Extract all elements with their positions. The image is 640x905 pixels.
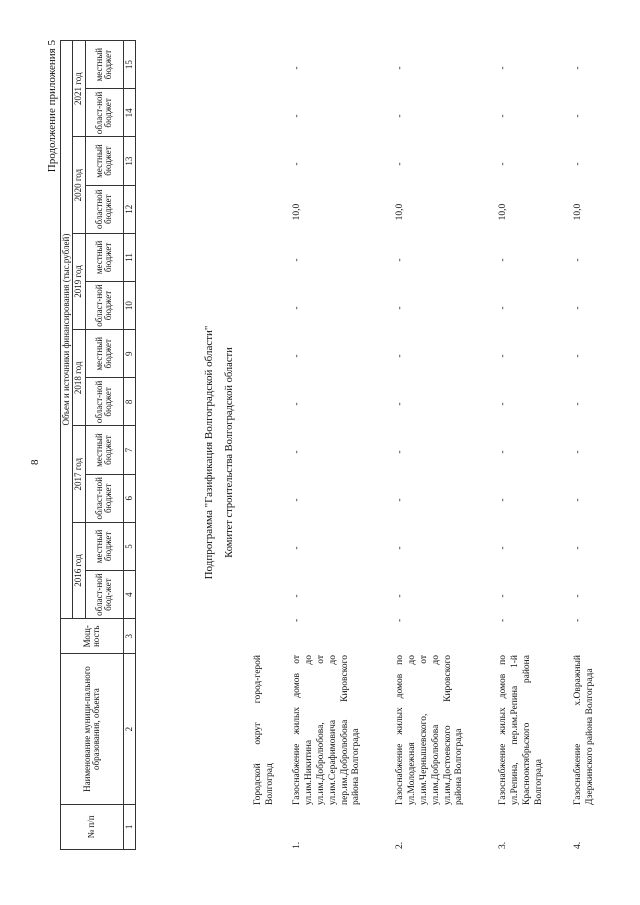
local-budget-header: местный бюджет [85,137,123,185]
value-cell: - [395,498,405,502]
value-cell: - [292,546,302,550]
capacity-cell: - [498,618,508,622]
value-cell: - [292,306,302,310]
local-budget-header: местный бюджет [85,330,123,378]
object-name: Газоснабжение жилых домов по ул.Репина, пер.им.Репина 1-й Краснооктябрьского района Волгограда [498,655,544,805]
value-cell: 10,0 [573,203,583,221]
value-cell: 10,0 [498,203,508,221]
regional-budget-header: област-ной бюд-жет [85,571,123,619]
value-cell: - [395,594,405,598]
year-header: 2017 год [73,426,85,522]
object-name: Газоснабжение х.Овражный Дзержинского района Волгограда [573,655,595,805]
column-number: 4 [123,571,135,619]
capacity-cell: - [573,618,583,622]
value-cell: - [498,402,508,406]
column-number: 6 [123,474,135,522]
value-cell: - [498,594,508,598]
regional-budget-header: област-ной бюджет [85,281,123,329]
column-number: 5 [123,522,135,570]
object-name: Газоснабжение жилых домов от ул.им.Никитина до ул.им.Добролюбова, от ул.им.Серафимовича до пер.им.Добролюбова Кировского района Волгограда [292,655,362,805]
value-cell: - [395,162,405,166]
column-number: 14 [123,89,135,137]
year-header: 2021 год [73,41,85,137]
row-number: 3. [498,841,508,849]
local-budget-header: местный бюджет [85,41,123,89]
value-cell: - [292,594,302,598]
value-cell: - [395,306,405,310]
value-cell: - [498,498,508,502]
value-cell: - [498,450,508,454]
value-cell: - [573,66,583,70]
value-cell: - [292,498,302,502]
local-budget-header: местный бюджет [85,522,123,570]
col-number-header: № п/п [61,804,124,849]
subprogram-title: Подпрограмма "Газификация Волгоградской области" [203,325,215,580]
value-cell: - [573,402,583,406]
column-number: 3 [123,619,135,654]
column-number: 13 [123,137,135,185]
value-cell: - [292,402,302,406]
value-cell: - [498,114,508,118]
value-cell: - [292,450,302,454]
row-number: 1. [292,841,302,849]
column-number: 10 [123,281,135,329]
district-name: Городской округ город-герой Волгоград [253,655,275,805]
value-cell: - [395,258,405,262]
column-number: 12 [123,185,135,233]
value-cell: - [395,546,405,550]
value-cell: - [573,258,583,262]
value-cell: - [292,354,302,358]
column-number: 11 [123,233,135,281]
object-name: Газоснабжение жилых домов по ул.Молодежная до ул.им.Чернышевского, от ул.им.Добролюбова до ул.им.Достоевского Кировского района Волгограда [395,655,465,805]
value-cell: - [498,546,508,550]
column-number: 15 [123,41,135,89]
value-cell: - [395,402,405,406]
regional-budget-header: областной бюджет [85,185,123,233]
value-cell: 10,0 [292,203,302,221]
capacity-cell: - [395,618,405,622]
value-cell: - [573,114,583,118]
row-number: 2. [395,841,405,849]
value-cell: - [573,546,583,550]
value-cell: - [573,354,583,358]
row-number: 4. [573,841,583,849]
funding-header: Объем и источники финансирования (тыс.рублей) [61,41,73,619]
year-header: 2020 год [73,137,85,233]
col-capacity-header: Мощ-ность [61,619,124,654]
value-cell: - [395,354,405,358]
column-number: 7 [123,426,135,474]
value-cell: - [395,450,405,454]
continuation-note: Продолжение приложения 5 [46,40,58,173]
capacity-cell: - [292,618,302,622]
value-cell: - [292,258,302,262]
col-name-header: Наименование муници-пального образования, объекта [61,654,124,805]
column-number: 1 [123,804,135,849]
year-header: 2016 год [73,522,85,618]
value-cell: - [395,66,405,70]
regional-budget-header: област-ной бюджет [85,89,123,137]
value-cell: - [292,162,302,166]
value-cell: - [498,162,508,166]
value-cell: - [573,162,583,166]
value-cell: - [292,114,302,118]
value-cell: - [395,114,405,118]
local-budget-header: местный бюджет [85,233,123,281]
regional-budget-header: област-ной бюджет [85,474,123,522]
value-cell: - [573,498,583,502]
committee-title: Комитет строительства Волгоградской области [224,347,235,558]
value-cell: - [573,594,583,598]
value-cell: 10,0 [395,203,405,221]
column-number: 2 [123,654,135,805]
value-cell: - [498,306,508,310]
value-cell: - [498,66,508,70]
column-number: 9 [123,330,135,378]
year-header: 2018 год [73,330,85,426]
local-budget-header: местный бюджет [85,426,123,474]
value-cell: - [498,258,508,262]
value-cell: - [573,450,583,454]
page-number: 8 [29,459,41,465]
column-number: 8 [123,378,135,426]
value-cell: - [292,66,302,70]
regional-budget-header: област-ной бюджет [85,378,123,426]
header-table [60,40,136,850]
value-cell: - [498,354,508,358]
year-header: 2019 год [73,233,85,329]
value-cell: - [573,306,583,310]
